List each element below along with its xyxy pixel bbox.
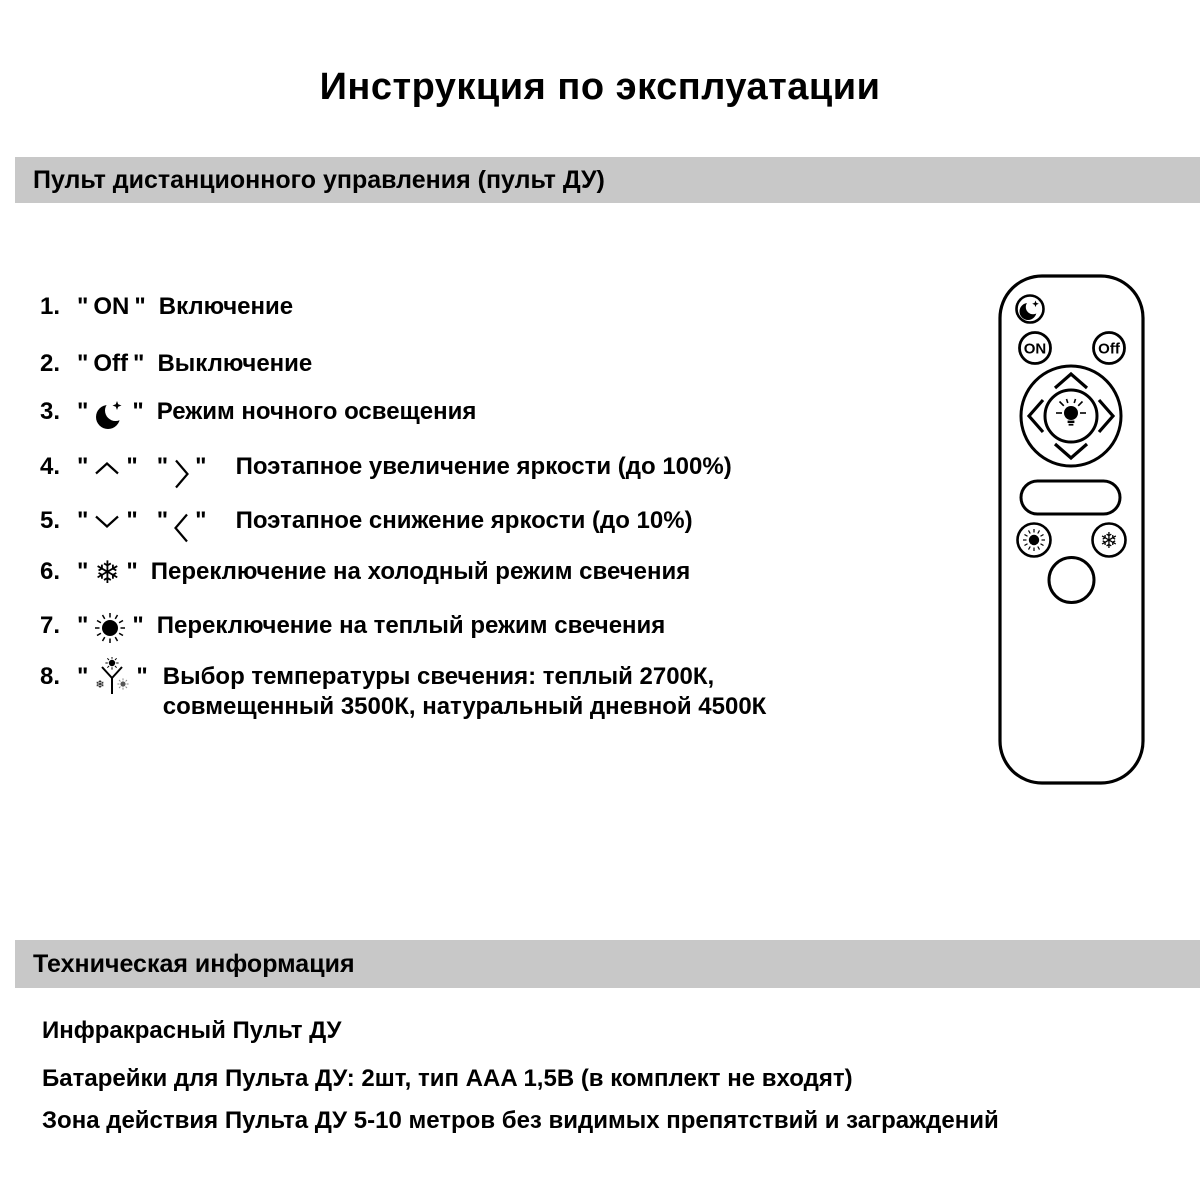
quote-mark: " (156, 453, 169, 480)
item-number: 5. (40, 507, 61, 534)
chevron-down-icon (93, 514, 121, 530)
list-item-warm-mode (40, 608, 665, 644)
remote-control-illustration (995, 273, 1148, 788)
item-number: 4. (40, 453, 61, 480)
small-snowflake-icon: ❄ (95, 678, 105, 691)
quote-mark: " (77, 507, 89, 534)
quote-mark: " (132, 398, 144, 425)
quote-mark: " (77, 612, 89, 639)
quote-mark: " (126, 453, 138, 480)
item-description-line2: совмещенный 3500К, натуральный дневной 4500К (162, 693, 767, 720)
item-description: Переключение на холодный режим свечения (150, 558, 691, 585)
quote-mark: " (77, 663, 89, 690)
quote-mark: " (195, 453, 207, 480)
button-label-on: ON (93, 293, 130, 320)
item-description: Включение (158, 293, 294, 320)
item-number: 8. (40, 663, 61, 690)
quote-mark: " (77, 558, 89, 585)
color-temperature-selector-icon (93, 657, 131, 697)
quote-mark: " (77, 453, 89, 480)
crescent-moon-icon (95, 398, 125, 431)
tech-section-header-bar (15, 940, 1200, 988)
quote-mark: " (126, 558, 138, 585)
quote-mark: " (126, 507, 138, 534)
item-description: Переключение на теплый режим свечения (156, 612, 666, 639)
remote-section-header: Пульт дистанционного управления (пульт ДУ) (33, 166, 605, 194)
quote-mark: " (136, 663, 148, 690)
tech-info-line: Батарейки для Пульта ДУ: 2шт, тип AAA 1,5В (в комплект не входят) (42, 1065, 853, 1092)
item-number: 7. (40, 612, 61, 639)
item-description-line1: Выбор температуры свечения: теплый 2700К, (162, 663, 715, 690)
tech-section-header: Техническая информация (33, 950, 355, 978)
item-number: 6. (40, 558, 61, 585)
quote-mark: " (77, 350, 89, 377)
chevron-right-icon (173, 458, 190, 490)
quote-mark: " (195, 507, 207, 534)
remote-section-header-bar (15, 157, 1200, 203)
item-description (163, 662, 767, 722)
quote-mark: " (156, 507, 169, 534)
item-number: 1. (40, 293, 61, 320)
item-description: Выключение (157, 350, 313, 377)
chevron-left-icon (173, 512, 190, 544)
item-number: 3. (40, 398, 61, 425)
list-item-brightness-up (40, 449, 732, 485)
snowflake-icon: ❄ (1099, 529, 1119, 554)
quote-mark: " (77, 293, 89, 320)
item-description: Поэтапное увеличение яркости (до 100%) (235, 453, 732, 480)
page-title: Инструкция по эксплуатации (319, 66, 881, 108)
quote-mark: " (133, 350, 145, 377)
list-item-brightness-down (40, 503, 693, 539)
button-label-off: Off (93, 350, 129, 377)
quote-mark: " (77, 398, 89, 425)
quote-mark: " (132, 612, 144, 639)
list-item-color-temperature (40, 662, 766, 722)
item-description: Режим ночного освещения (156, 398, 477, 425)
sun-icon (93, 611, 127, 645)
snowflake-icon: ❄ (94, 554, 121, 591)
item-description: Поэтапное снижение яркости (до 10%) (235, 507, 693, 534)
off-button-label: Off (1098, 340, 1120, 358)
list-item-on (40, 289, 293, 325)
item-number: 2. (40, 350, 61, 377)
chevron-up-icon (93, 460, 121, 476)
tech-info-line: Зона действия Пульта ДУ 5-10 метров без видимых препятствий и заграждений (42, 1107, 999, 1134)
tech-info-line: Инфракрасный Пульт ДУ (42, 1017, 342, 1044)
list-item-night-mode (40, 394, 476, 430)
quote-mark: " (134, 293, 146, 320)
on-button-label: ON (1023, 340, 1047, 358)
list-item-cold-mode (40, 554, 690, 590)
list-item-off (40, 346, 312, 382)
